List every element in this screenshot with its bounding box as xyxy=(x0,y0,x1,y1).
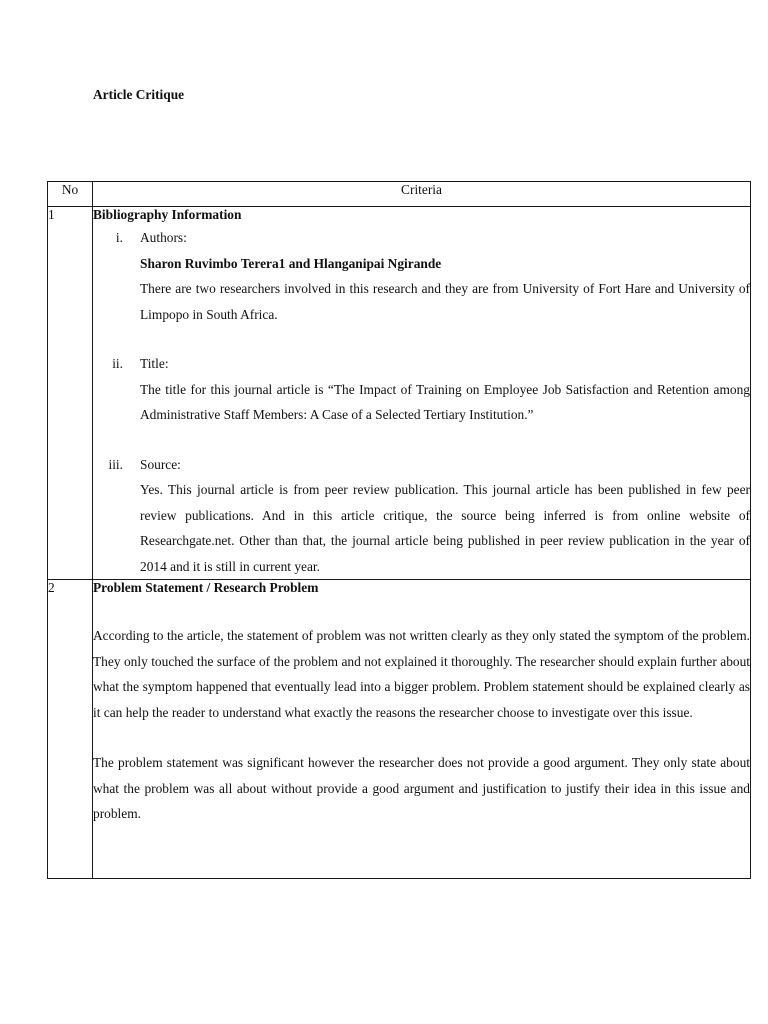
spacer xyxy=(93,598,750,623)
item-label: Title: xyxy=(140,356,169,371)
table-header-row xyxy=(48,182,751,207)
criteria-cell xyxy=(93,207,751,580)
header-criteria: Criteria xyxy=(93,182,751,207)
item-text: Yes. This journal article is from peer review publication. This journal article has been published in few peer review publications. And in this article critique, the source being inferred is from online website of Researchgate.net. Other than that, the journal article being published in peer review publication in the year of 2014 and it is still in current year. xyxy=(140,482,750,574)
row-number: 1 xyxy=(48,207,93,580)
critique-table xyxy=(47,181,751,879)
spacer xyxy=(93,327,750,351)
paragraph: The problem statement was significant however the researcher does not provide a good argument. They only state about what the problem was all about without provide a good argument and justification to justify their idea in this issue and problem. xyxy=(93,755,750,821)
paragraph: According to the article, the statement of problem was not written clearly as they only stated the symptom of the problem. They only touched the surface of the problem and not explained it thoroughly. The researcher should explain further about what the symptom happened that eventually lead into a bigger problem. Problem statement should be explained clearly as it can help the reader to understand what exactly the reasons the researcher choose to investigate over this issue. xyxy=(93,628,750,720)
author-names: Sharon Ruvimbo Terera1 and Hlanganipai Ngirande xyxy=(140,255,442,271)
item-text: There are two researchers involved in this research and they are from University of Fort Hare and University of Limpopo in South Africa. xyxy=(140,281,750,322)
spacer xyxy=(93,725,750,750)
document-title: Article Critique xyxy=(93,87,185,102)
section-heading-bibliography: Bibliography Information xyxy=(93,207,242,222)
criteria-cell xyxy=(93,580,751,879)
bibliography-source xyxy=(93,452,750,580)
item-label: Authors: xyxy=(140,230,187,245)
item-numeral: i. xyxy=(115,230,123,245)
table-row xyxy=(48,207,751,580)
table-row xyxy=(48,580,751,879)
item-numeral: ii. xyxy=(112,356,123,371)
item-label: Source: xyxy=(140,456,181,472)
header-no: No xyxy=(48,182,93,207)
bibliography-title xyxy=(93,351,750,428)
spacer xyxy=(93,428,750,452)
item-numeral: iii. xyxy=(108,456,123,472)
section-heading-problem-statement: Problem Statement / Research Problem xyxy=(93,580,319,595)
row-number: 2 xyxy=(48,580,93,879)
bibliography-authors xyxy=(93,225,750,327)
item-text: The title for this journal article is “The Impact of Training on Employee Job Satisfaction and Retention among Administrative Staff Members: A Case of a Selected Tertiary Institution.” xyxy=(140,381,750,422)
